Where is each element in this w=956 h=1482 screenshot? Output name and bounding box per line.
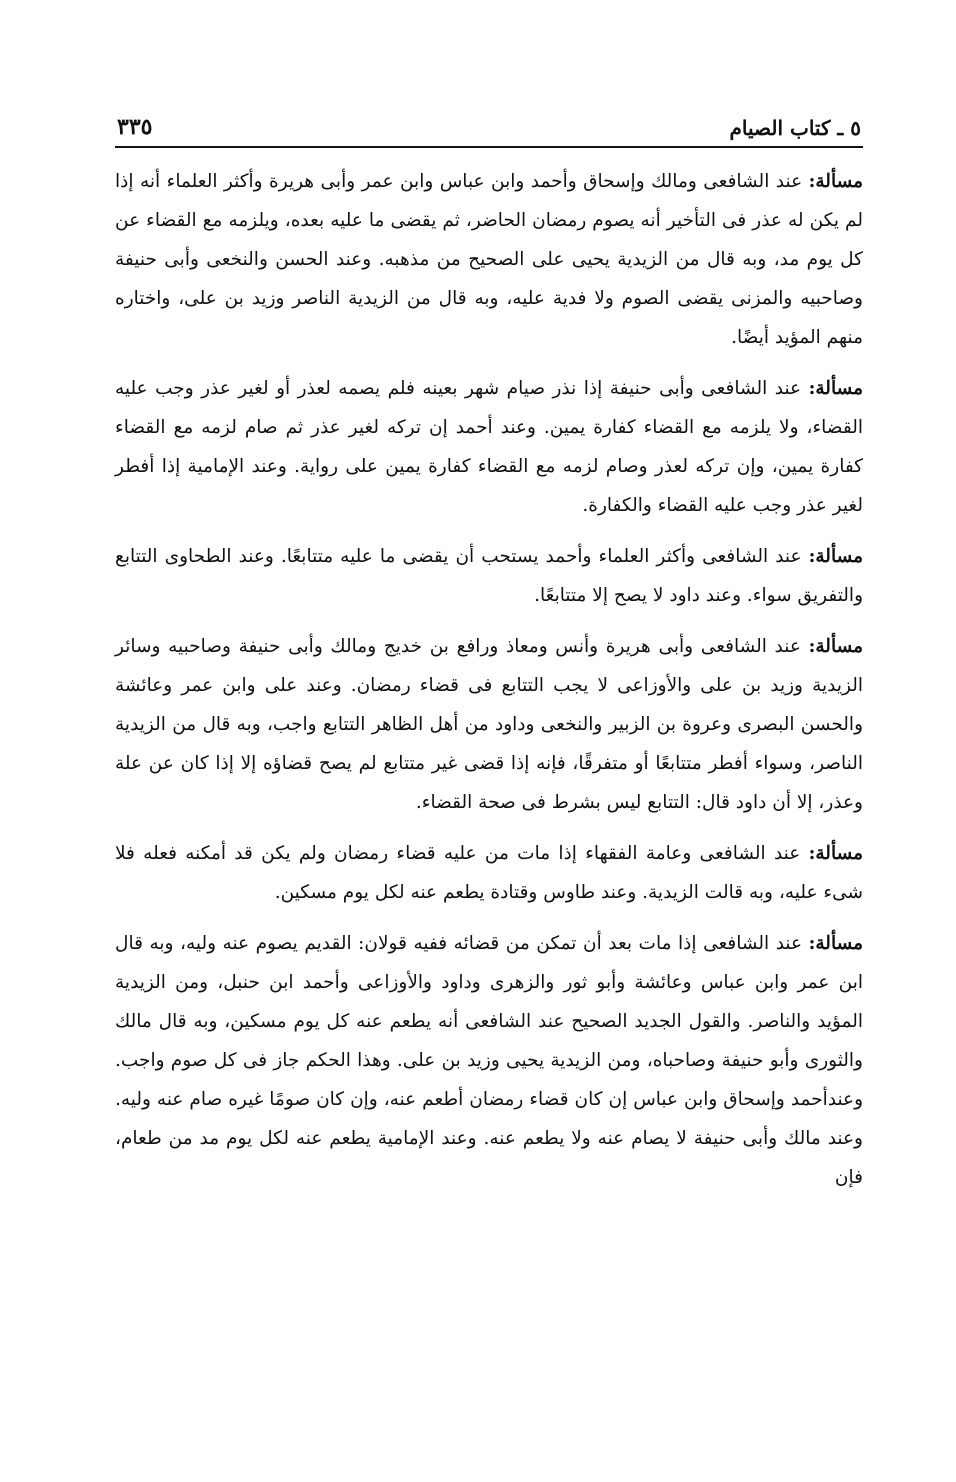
paragraph-text: عند الشافعى وعامة الفقهاء إذا مات من عليه قضاء رمضان ولم يكن قد أمكنه فعله فلا شىء عليه، وبه قالت الزيدية. وعند طاوس وقتادة يطعم عنه لكل يوم مسكين. [115, 843, 863, 903]
paragraph-text: عند الشافعى ومالك وإسحاق وأحمد وابن عباس وابن عمر وأبى هريرة وأكثر العلماء أنه إذا لم يكن له عذر فى التأخير أنه يصوم رمضان الحاضر، ثم يقضى ما عليه بعده، ويلزمه مع القضاء عن كل يوم مد، وبه قال من الزيدية يحيى على الصحيح من مذهبه. وعند الحسن والنخعى وأبى حنيفة وصاحبيه والمزنى يقضى الصوم ولا فدية عليه، وبه قال من الزيدية الناصر وزيد بن على، واختاره منهم المؤيد أيضًا. [115, 171, 863, 348]
paragraph-lead: مسألة: [808, 546, 863, 567]
page-body [115, 162, 863, 1197]
page-number: ٣٣٥ [117, 114, 153, 140]
page-header [115, 100, 863, 148]
paragraph [115, 537, 863, 615]
paragraph-text: عند الشافعى وأبى حنيفة إذا نذر صيام شهر بعينه فلم يصمه لعذر أو لغير عذر وجب عليه القضاء، ولا يلزمه مع القضاء كفارة يمين. وعند أحمد إن تركه لغير عذر ثم صام لزمه مع القضاء كفارة يمين، وإن تركه لعذر وصام لزمه مع القضاء كفارة يمين على رواية. وعند الإمامية إذا أفطر لغير عذر وجب عليه القضاء والكفارة. [115, 378, 863, 516]
paragraph [115, 627, 863, 822]
paragraph [115, 162, 863, 357]
paragraph [115, 369, 863, 525]
paragraph-text: عند الشافعى إذا مات بعد أن تمكن من قضائه ففيه قولان: القديم يصوم عنه وليه، وبه قال ابن عمر وابن عباس وعائشة وأبو ثور والزهرى وداود والأوزاعى وأحمد ابن حنبل، ومن الزيدية المؤيد والناصر. والقول الجديد الصحيح عند الشافعى أنه يطعم عنه كل يوم مسكين، وبه قال مالك والثورى وأبو حنيفة وصاحباه، ومن الزيدية يحيى وزيد بن على. وهذا الحكم جاز فى كل صوم واجب. وعندأحمد وإسحاق وابن عباس إن كان قضاء رمضان أطعم عنه، وإن كان صومًا غيره صام عنه وليه. وعند مالك وأبى حنيفة لا يصام عنه ولا يطعم عنه. وعند الإمامية يطعم عنه لكل يوم مد من طعام، فإن [115, 933, 863, 1188]
paragraph-lead: مسألة: [808, 843, 863, 864]
paragraph-lead: مسألة: [808, 636, 863, 657]
paragraph-text: عند الشافعى وأبى هريرة وأنس ومعاذ ورافع بن خديج ومالك وأبى حنيفة وصاحبيه وسائر الزيدية وزيد بن على والأوزاعى لا يجب التتابع فى قضاء رمضان. وعند على وابن عمر وعائشة والحسن البصرى وعروة بن الزبير والنخعى وداود من أهل الظاهر التتابع واجب، وبه قال من الزيدية الناصر، وسواء أفطر متتابعًا أو متفرقًا، فإنه إذا قضى غير متتابع لم يصح قضاؤه إلا إذا كان عن علة وعذر، إلا أن داود قال: التتابع ليس بشرط فى صحة القضاء. [115, 636, 863, 813]
book-page [115, 100, 863, 1209]
paragraph-text: عند الشافعى وأكثر العلماء وأحمد يستحب أن يقضى ما عليه متتابعًا. وعند الطحاوى التتابع والتفريق سواء. وعند داود لا يصح إلا متتابعًا. [115, 546, 863, 606]
paragraph-lead: مسألة: [808, 171, 863, 192]
chapter-title: ٥ ـ كتاب الصيام [729, 116, 861, 140]
paragraph [115, 924, 863, 1197]
paragraph-lead: مسألة: [808, 378, 863, 399]
paragraph-lead: مسألة: [808, 933, 863, 954]
paragraph [115, 834, 863, 912]
